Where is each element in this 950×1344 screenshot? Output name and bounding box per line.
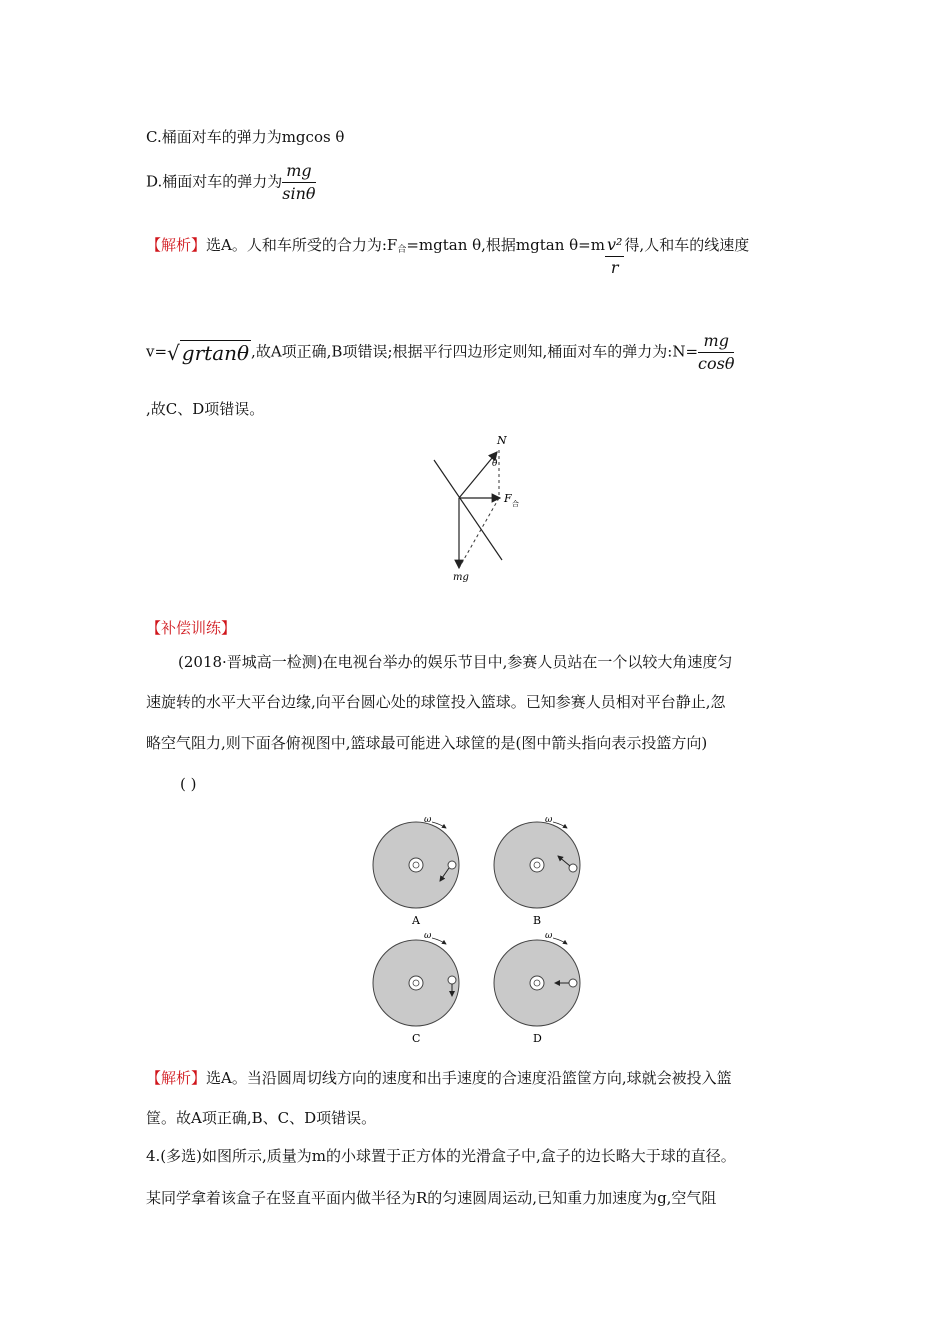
q4-line-1: 4.(多选)如图所示,质量为m的小球置于正方体的光滑盒子中,盒子的边长略大于球的直径。 [146,1147,736,1165]
analysis2-frac-num: mg [698,330,734,353]
analysis4-text-a: 选A。当沿圆周切线方向的速度和出手速度的合速度沿篮筐方向,球就会被投入篮 [206,1069,732,1087]
platform-d [494,931,580,1045]
analysis-line-3: ,故C、D项错误。 [146,400,265,418]
analysis1-frac-num: v² [605,234,624,257]
analysis1-sub: 合 [397,245,407,255]
dashed-diagonal [459,498,499,568]
label-c: C [412,1032,421,1045]
analysis2-frac-den: cosθ [698,354,735,373]
omega-c: ω [424,931,432,941]
q4-line-2: 某同学拿着该盒子在竖直平面内做半径为R的匀速圆周运动,已知重力加速度为g,空气阻 [146,1189,717,1207]
analysis-label: 【解析】 [146,236,207,254]
omega-b: ω [545,815,553,825]
option-d-den: sinθ [282,184,316,203]
label-d: D [533,1032,542,1045]
analysis4-line-2: 筐。故A项正确,B、C、D项错误。 [146,1109,377,1127]
label-f-sub: 合 [512,500,519,508]
analysis4-line-1 [146,1067,732,1089]
analysis4-label: 【解析】 [146,1069,207,1087]
platform-diagrams [362,810,592,1050]
analysis1-text-b: =mgtan θ,根据mgtan θ=m [406,236,605,254]
omega-a: ω [424,815,432,825]
sqrt-expression: √ grtanθ [167,340,250,365]
label-f: F [504,492,512,505]
supp-line-1: (2018·晋城高一检测)在电视台举办的娱乐节目中,参赛人员站在一个以较大角速度匀 [178,653,733,671]
platform-a [373,815,459,927]
option-d-text: D.桶面对车的弹力为 [146,172,283,191]
option-d-fraction [282,160,315,205]
option-c: C.桶面对车的弹力为mgcos θ [146,128,345,146]
platform-c [373,931,459,1045]
label-b: B [533,914,542,927]
analysis1-text-a: 选A。人和车所受的合力为:F [206,236,398,254]
force-diagram [420,428,540,588]
analysis-line-2 [146,330,734,375]
analysis1-text-c: 得,人和车的线速度 [624,236,750,254]
analysis2-fraction [698,330,734,375]
label-mg: mg [453,572,469,583]
option-d [146,160,316,205]
analysis1-frac-den: r [610,258,619,277]
label-a: A [412,914,420,927]
analysis1-fraction [605,234,624,279]
label-n: N [497,434,507,447]
omega-d: ω [545,931,553,941]
supp-line-3: 略空气阻力,则下面各俯视图中,篮球最可能进入球筐的是(图中箭头指向表示投篮方向) [146,734,708,752]
platform-b [494,815,580,927]
analysis-line-1 [146,234,749,279]
sqrt-radicand: grtanθ [181,340,250,365]
option-d-num: mg [282,160,315,183]
analysis2-text-b: ,故A项正确,B项错误;根据平行四边形定则知,桶面对车的弹力为:N= [251,342,699,361]
supp-line-2: 速旋转的水平大平台边缘,向平台圆心处的球筐投入篮球。已知参赛人员相对平台静止,忽 [146,693,726,711]
label-theta: θ [492,459,498,469]
supp-label: 【补偿训练】 [146,619,237,637]
supp-answer-blank: ( ) [180,775,197,793]
analysis2-text-a: v= [146,342,168,361]
